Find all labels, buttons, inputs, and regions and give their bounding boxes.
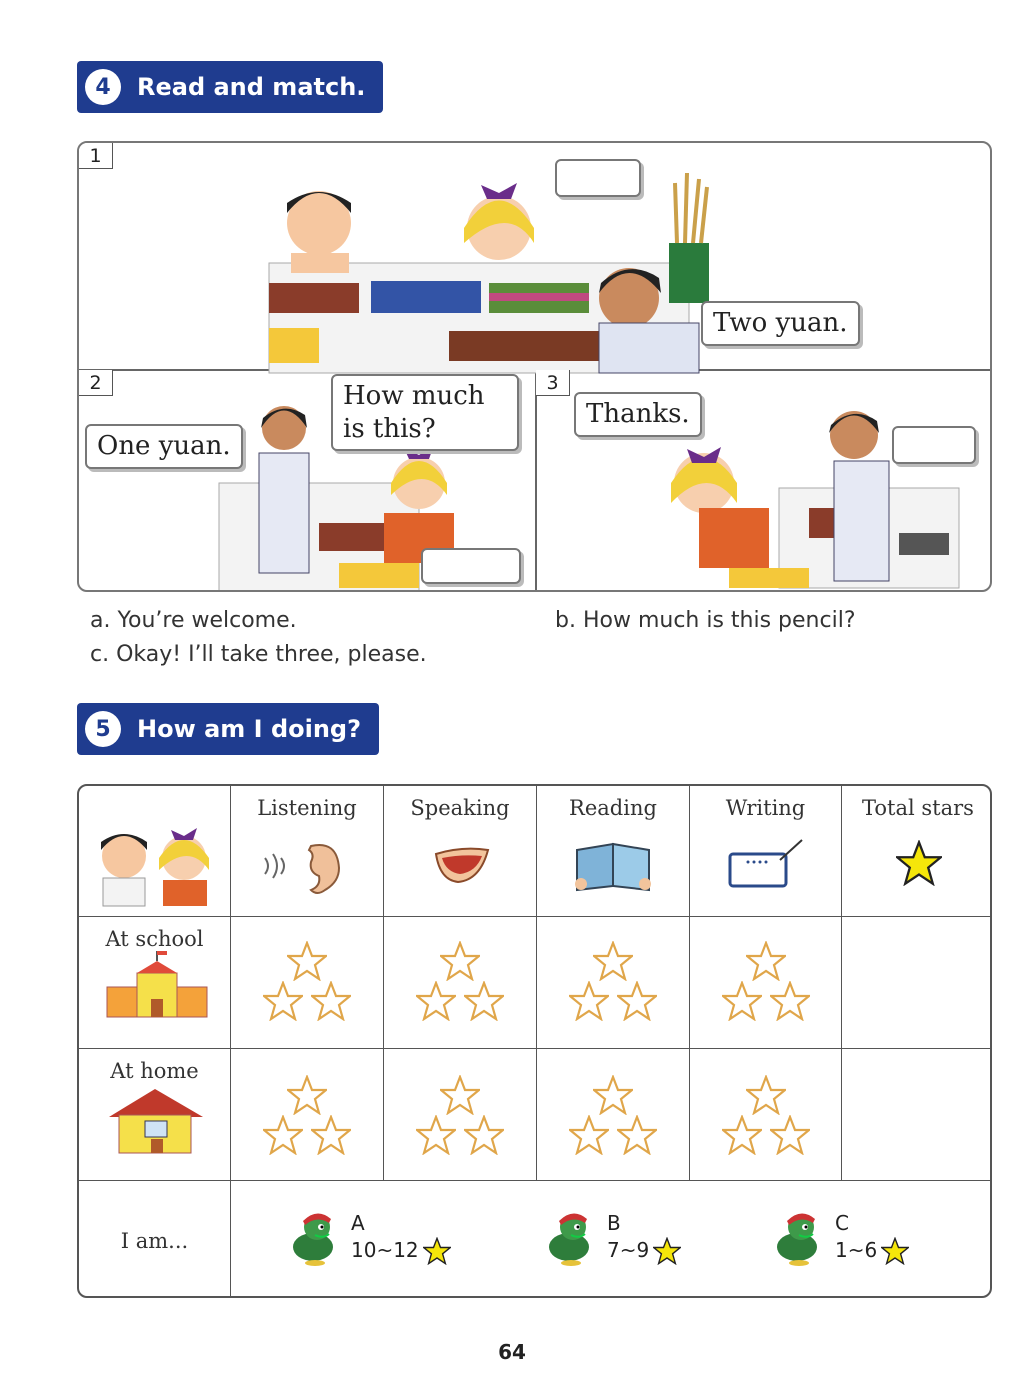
section-4-header xyxy=(77,61,383,113)
filled-star-icon xyxy=(653,1237,681,1265)
house-icon xyxy=(79,1083,231,1163)
column-label: Reading xyxy=(569,796,657,820)
row-at-school xyxy=(79,917,231,1049)
column-label: Speaking xyxy=(410,796,510,820)
row-i-am xyxy=(79,1181,231,1298)
row-label: At school xyxy=(105,927,204,951)
column-writing xyxy=(690,786,842,917)
comic-strip xyxy=(77,141,992,592)
comic-panel-2 xyxy=(79,370,536,592)
notepad-icon xyxy=(690,836,842,896)
comic-panel-3 xyxy=(536,370,992,592)
grade-range: 7~9 xyxy=(607,1238,650,1262)
speech-bubble-girl: Thanks. xyxy=(574,392,702,437)
kids-icon xyxy=(79,786,231,917)
option-b: b. How much is this pencil? xyxy=(555,608,856,633)
grade-letter: A xyxy=(351,1210,365,1235)
rating-stars-reading-home[interactable] xyxy=(537,1049,690,1181)
turtle-icon xyxy=(285,1207,345,1267)
grade-range: 10~12 xyxy=(351,1238,419,1262)
grade-a xyxy=(285,1207,451,1267)
option-a: a. You’re welcome. xyxy=(90,608,297,633)
column-label: Total stars xyxy=(862,796,974,820)
section-5-header xyxy=(77,703,379,755)
rating-stars-writing-home[interactable] xyxy=(690,1049,842,1181)
ear-icon xyxy=(231,836,384,896)
speech-bubble-blank xyxy=(555,159,641,197)
speech-bubble-boy: How much is this? xyxy=(331,374,519,451)
grade-c xyxy=(769,1207,909,1267)
rating-stars-listening-home[interactable] xyxy=(231,1049,384,1181)
total-stars-school[interactable] xyxy=(842,917,992,1049)
column-reading xyxy=(537,786,690,917)
outline-stars[interactable] xyxy=(537,1049,690,1181)
row-label: At home xyxy=(110,1059,199,1083)
column-label: Writing xyxy=(725,796,806,820)
grade-range: 1~6 xyxy=(835,1238,878,1262)
outline-stars[interactable] xyxy=(690,917,842,1049)
turtle-icon xyxy=(769,1207,829,1267)
column-speaking xyxy=(384,786,537,917)
speech-bubble-blank xyxy=(421,548,521,584)
outline-stars[interactable] xyxy=(231,1049,384,1181)
filled-star-icon xyxy=(881,1237,909,1265)
panel-number: 2 xyxy=(79,370,113,396)
filled-star-icon xyxy=(842,834,992,894)
outline-stars[interactable] xyxy=(384,1049,537,1181)
grade-letter: C xyxy=(835,1210,849,1235)
row-at-home xyxy=(79,1049,231,1181)
rating-stars-listening-school[interactable] xyxy=(231,917,384,1049)
comic-panel-1 xyxy=(79,143,992,370)
filled-star-icon xyxy=(423,1237,451,1265)
grade-b xyxy=(541,1207,681,1267)
turtle-icon xyxy=(541,1207,601,1267)
section-title: How am I doing? xyxy=(137,715,362,743)
grade-letter: B xyxy=(607,1210,621,1235)
rating-stars-speaking-home[interactable] xyxy=(384,1049,537,1181)
kids-picture-cell xyxy=(79,786,231,917)
panel-number: 3 xyxy=(536,370,570,396)
option-c: c. Okay! I’ll take three, please. xyxy=(90,642,427,667)
speech-bubble-blank xyxy=(892,426,976,464)
page-number: 64 xyxy=(498,1340,526,1364)
section-title: Read and match. xyxy=(137,73,366,101)
rating-stars-writing-school[interactable] xyxy=(690,917,842,1049)
section-number: 5 xyxy=(85,711,121,747)
column-total-stars xyxy=(842,786,992,917)
outline-stars[interactable] xyxy=(231,917,384,1049)
outline-stars[interactable] xyxy=(690,1049,842,1181)
section-number: 4 xyxy=(85,69,121,105)
speech-bubble-shopkeeper: Two yuan. xyxy=(701,301,860,346)
grade-legend xyxy=(231,1181,992,1298)
outline-stars[interactable] xyxy=(384,917,537,1049)
book-icon xyxy=(537,836,690,896)
mouth-icon xyxy=(384,836,537,896)
total-stars-home[interactable] xyxy=(842,1049,992,1181)
rating-stars-reading-school[interactable] xyxy=(537,917,690,1049)
panel-number: 1 xyxy=(79,143,113,169)
row-label: I am... xyxy=(120,1228,189,1253)
self-evaluation-table xyxy=(77,784,992,1298)
column-label: Listening xyxy=(257,796,357,820)
school-icon xyxy=(79,951,231,1031)
outline-stars[interactable] xyxy=(537,917,690,1049)
column-listening xyxy=(231,786,384,917)
speech-bubble-shopkeeper: One yuan. xyxy=(85,424,243,469)
rating-stars-speaking-school[interactable] xyxy=(384,917,537,1049)
